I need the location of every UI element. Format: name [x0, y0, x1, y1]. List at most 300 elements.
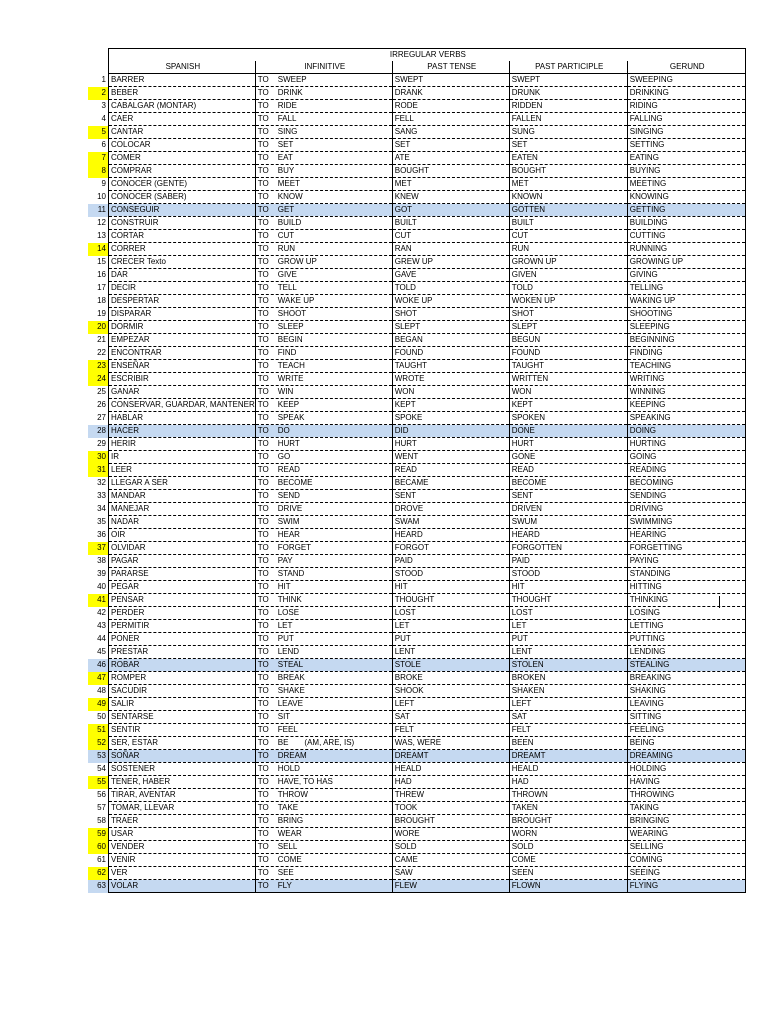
past-tense-cell: SLEPT [392, 321, 509, 334]
spanish-cell: MANEJAR [109, 503, 256, 516]
table-row [88, 789, 745, 802]
past-tense-cell: BOUGHT [392, 165, 509, 178]
title-row [88, 49, 745, 62]
row-number: 35 [97, 517, 106, 526]
infinitive-to: TO [257, 738, 269, 747]
infinitive-cell [255, 269, 392, 282]
row-number: 7 [88, 152, 109, 165]
table-row [88, 698, 745, 711]
infinitive-cell [255, 685, 392, 698]
row-number: 24 [88, 373, 109, 386]
row-number: 34 [97, 504, 106, 513]
past-tense-cell: SENT [392, 490, 509, 503]
infinitive-to: TO [257, 855, 269, 864]
past-tense-cell: SWEPT [392, 74, 509, 87]
table-row [88, 659, 745, 672]
table-row [88, 321, 745, 334]
gerund-cell: SWIMMING [627, 516, 745, 529]
infinitive-to: TO [257, 218, 269, 227]
row-number: 60 [88, 841, 109, 854]
spanish-cell: CAER [109, 113, 256, 126]
infinitive-verb: SLEEP [277, 322, 304, 331]
row-number: 27 [97, 413, 106, 422]
infinitive-to: TO [257, 153, 269, 162]
gerund-cell: GROWING UP [627, 256, 745, 269]
gerund-cell: DRIVING [627, 503, 745, 516]
infinitive-cell [255, 802, 392, 815]
past-tense-cell: DROVE [392, 503, 509, 516]
row-number: 46 [88, 659, 109, 672]
infinitive-cell [255, 87, 392, 100]
spanish-cell: SENTIR [109, 724, 256, 737]
past-tense-cell: RODE [392, 100, 509, 113]
past-tense-cell: SAW [392, 867, 509, 880]
infinitive-cell [255, 100, 392, 113]
past-tense-cell: HURT [392, 438, 509, 451]
table-row [88, 516, 745, 529]
infinitive-verb: DO [277, 426, 290, 435]
infinitive-verb: THINK [277, 595, 302, 604]
gerund-cell: BEING [627, 737, 745, 750]
past-participle-cell: STOOD [509, 568, 627, 581]
table-row [88, 880, 745, 893]
past-participle-cell: SHOT [509, 308, 627, 321]
infinitive-verb: GET [277, 205, 295, 214]
past-participle-cell: FLOWN [509, 880, 627, 893]
table-row [88, 737, 745, 750]
table-row [88, 282, 745, 295]
infinitive-cell [255, 464, 392, 477]
table-row [88, 685, 745, 698]
past-tense-cell: CUT [392, 230, 509, 243]
past-participle-cell: FELT [509, 724, 627, 737]
infinitive-verb: EAT [277, 153, 293, 162]
gerund-cell: THROWING [627, 789, 745, 802]
past-tense-cell: HEARD [392, 529, 509, 542]
infinitive-cell [255, 399, 392, 412]
row-number: 25 [97, 387, 106, 396]
row-number: 8 [88, 165, 109, 178]
row-number: 59 [88, 828, 109, 841]
spanish-cell: ROMPER [109, 672, 256, 685]
past-participle-cell: COME [509, 854, 627, 867]
past-participle-cell: DRIVEN [509, 503, 627, 516]
past-participle-cell: WORN [509, 828, 627, 841]
table-row [88, 204, 745, 217]
infinitive-cell [255, 412, 392, 425]
past-tense-cell: LET [392, 620, 509, 633]
infinitive-verb: WEAR [277, 829, 302, 838]
infinitive-to: TO [257, 595, 269, 604]
infinitive-verb: PUT [277, 634, 294, 643]
table-row [88, 386, 745, 399]
infinitive-to: TO [257, 270, 269, 279]
past-tense-cell: SAT [392, 711, 509, 724]
past-participle-cell: WON [509, 386, 627, 399]
table-row [88, 633, 745, 646]
past-tense-cell: TOLD [392, 282, 509, 295]
past-tense-cell: THREW [392, 789, 509, 802]
spanish-cell: CONOCER (GENTE) [109, 178, 256, 191]
table-row [88, 126, 745, 139]
spanish-cell: PEGAR [109, 581, 256, 594]
table-row [88, 230, 745, 243]
spanish-cell: COMPRAR [109, 165, 256, 178]
infinitive-cell [255, 516, 392, 529]
infinitive-cell [255, 529, 392, 542]
row-number: 5 [88, 126, 109, 139]
spanish-cell: CORTAR [109, 230, 256, 243]
past-participle-cell: SPOKEN [509, 412, 627, 425]
table-row [88, 776, 745, 789]
spanish-cell: HERIR [109, 438, 256, 451]
infinitive-verb: RUN [277, 244, 296, 253]
infinitive-cell [255, 139, 392, 152]
past-participle-cell: FORGOTTEN [509, 542, 627, 555]
infinitive-to: TO [257, 231, 269, 240]
past-tense-cell: DID [392, 425, 509, 438]
past-participle-cell: SET [509, 139, 627, 152]
infinitive-verb: LEAVE [277, 699, 303, 708]
gerund-cell: FEELING [627, 724, 745, 737]
infinitive-to: TO [257, 309, 269, 318]
gerund-cell: HOLDING [627, 763, 745, 776]
spanish-cell: DISPARAR [109, 308, 256, 321]
infinitive-to: TO [257, 790, 269, 799]
gerund-cell: READING [627, 464, 745, 477]
infinitive-to: TO [257, 829, 269, 838]
past-tense-cell: FLEW [392, 880, 509, 893]
past-tense-cell: BROKE [392, 672, 509, 685]
table-row [88, 672, 745, 685]
row-number: 10 [97, 192, 106, 201]
infinitive-to: TO [257, 803, 269, 812]
infinitive-verb: THROW [277, 790, 308, 799]
table-row [88, 607, 745, 620]
past-participle-cell: TOLD [509, 282, 627, 295]
infinitive-verb: SET [277, 140, 294, 149]
past-tense-cell: FELL [392, 113, 509, 126]
infinitive-cell [255, 711, 392, 724]
past-tense-cell: SPOKE [392, 412, 509, 425]
infinitive-verb: HOLD [277, 764, 300, 773]
spanish-cell: BARRER [109, 74, 256, 87]
gerund-cell: BECOMING [627, 477, 745, 490]
row-number: 45 [97, 647, 106, 656]
row-number: 11 [88, 204, 109, 217]
infinitive-to: TO [257, 673, 269, 682]
past-participle-cell: BROKEN [509, 672, 627, 685]
infinitive-verb: SHAKE [277, 686, 305, 695]
infinitive-cell [255, 178, 392, 191]
past-tense-cell: MET [392, 178, 509, 191]
past-participle-cell: SUNG [509, 126, 627, 139]
past-tense-cell: PAID [392, 555, 509, 568]
spanish-cell: DECIR [109, 282, 256, 295]
past-participle-cell: DREAMT [509, 750, 627, 763]
infinitive-verb: SING [277, 127, 298, 136]
past-tense-cell: GAVE [392, 269, 509, 282]
past-participle-cell: HEALD [509, 763, 627, 776]
infinitive-cell [255, 152, 392, 165]
infinitive-to: TO [257, 296, 269, 305]
infinitive-verb: STEAL [277, 660, 304, 669]
infinitive-verb: KEEP [277, 400, 300, 409]
infinitive-verb: READ [277, 465, 300, 474]
infinitive-verb: TEACH [277, 361, 305, 370]
table-row [88, 711, 745, 724]
spanish-cell: CORRER [109, 243, 256, 256]
table-row [88, 243, 745, 256]
spanish-cell: VENDER [109, 841, 256, 854]
past-participle-cell: GIVEN [509, 269, 627, 282]
infinitive-verb: WIN [277, 387, 294, 396]
spanish-cell: CONSEGUIR [109, 204, 256, 217]
table-row [88, 139, 745, 152]
infinitive-to: TO [257, 465, 269, 474]
spanish-cell: OIR [109, 529, 256, 542]
table-row [88, 555, 745, 568]
table-row [88, 750, 745, 763]
row-number: 38 [97, 556, 106, 565]
gerund-cell: PAYING [627, 555, 745, 568]
past-tense-cell: KEPT [392, 399, 509, 412]
infinitive-cell [255, 789, 392, 802]
infinitive-to: TO [257, 101, 269, 110]
infinitive-to: TO [257, 88, 269, 97]
row-number: 31 [88, 464, 109, 477]
past-participle-cell: KEPT [509, 399, 627, 412]
past-participle-cell: SWUM [509, 516, 627, 529]
table-row [88, 295, 745, 308]
past-participle-cell: SAT [509, 711, 627, 724]
past-tense-cell: HIT [392, 581, 509, 594]
gerund-cell: BUILDING [627, 217, 745, 230]
past-tense-cell: LENT [392, 646, 509, 659]
infinitive-cell [255, 841, 392, 854]
past-tense-cell: SOLD [392, 841, 509, 854]
gerund-cell: PUTTING [627, 633, 745, 646]
infinitive-verb: DRIVE [277, 504, 303, 513]
past-tense-cell: FELT [392, 724, 509, 737]
spanish-cell: CONSTRUIR [109, 217, 256, 230]
spanish-cell: HABLAR [109, 412, 256, 425]
spanish-cell: CRECER Texto [109, 256, 256, 269]
spanish-cell: SOSTENER [109, 763, 256, 776]
row-number: 17 [97, 283, 106, 292]
spanish-cell: SENTARSE [109, 711, 256, 724]
past-participle-cell: MET [509, 178, 627, 191]
gerund-cell: TAKING [627, 802, 745, 815]
infinitive-cell [255, 191, 392, 204]
spanish-cell: COLOCAR [109, 139, 256, 152]
infinitive-to: TO [257, 478, 269, 487]
past-participle-cell: PAID [509, 555, 627, 568]
gerund-cell: SINGING [627, 126, 745, 139]
gerund-cell: DOING [627, 425, 745, 438]
row-number: 15 [97, 257, 106, 266]
header-spanish: SPANISH [109, 61, 256, 74]
past-tense-cell: FOUND [392, 347, 509, 360]
infinitive-to: TO [257, 374, 269, 383]
past-tense-cell: SHOT [392, 308, 509, 321]
infinitive-verb: LOSE [277, 608, 300, 617]
past-participle-cell: KNOWN [509, 191, 627, 204]
infinitive-cell [255, 555, 392, 568]
gerund-cell: WINNING [627, 386, 745, 399]
past-participle-cell: LET [509, 620, 627, 633]
spanish-cell: EMPEZAR [109, 334, 256, 347]
infinitive-verb: MEET [277, 179, 300, 188]
row-number: 2 [88, 87, 109, 100]
spanish-cell: LLEGAR A SER [109, 477, 256, 490]
infinitive-to: TO [257, 725, 269, 734]
spanish-cell: PONER [109, 633, 256, 646]
past-tense-cell: STOOD [392, 568, 509, 581]
past-participle-cell: SEEN [509, 867, 627, 880]
past-participle-cell: BEGUN [509, 334, 627, 347]
infinitive-verb: SIT [277, 712, 291, 721]
infinitive-cell [255, 867, 392, 880]
infinitive-to: TO [257, 322, 269, 331]
row-number: 26 [97, 400, 106, 409]
spanish-cell: TOMAR, LLEVAR [109, 802, 256, 815]
past-tense-cell: BUILT [392, 217, 509, 230]
spanish-cell: IR [109, 451, 256, 464]
spanish-cell: SALIR [109, 698, 256, 711]
row-number: 18 [97, 296, 106, 305]
gerund-cell: HEARING [627, 529, 745, 542]
table-row [88, 841, 745, 854]
past-participle-cell: LOST [509, 607, 627, 620]
table-row [88, 347, 745, 360]
past-participle-cell: DRUNK [509, 87, 627, 100]
infinitive-cell [255, 815, 392, 828]
gerund-cell: HURTING [627, 438, 745, 451]
row-number: 56 [97, 790, 106, 799]
row-number: 29 [97, 439, 106, 448]
infinitive-to: TO [257, 452, 269, 461]
past-participle-cell: PUT [509, 633, 627, 646]
gerund-cell: STANDING [627, 568, 745, 581]
infinitive-cell [255, 347, 392, 360]
gerund-cell: SITTING [627, 711, 745, 724]
infinitive-to: TO [257, 556, 269, 565]
past-participle-cell: RIDDEN [509, 100, 627, 113]
past-participle-cell: GROWN UP [509, 256, 627, 269]
table-row [88, 828, 745, 841]
spanish-cell: SER, ESTAR [109, 737, 256, 750]
past-tense-cell: WON [392, 386, 509, 399]
infinitive-to: TO [257, 439, 269, 448]
past-tense-cell: BECAME [392, 477, 509, 490]
row-number: 39 [97, 569, 106, 578]
infinitive-to: TO [257, 842, 269, 851]
spanish-cell: CONSERVAR, GUARDAR, MANTENER [109, 399, 256, 412]
spanish-cell: SOÑAR [109, 750, 256, 763]
spanish-cell: NADAR [109, 516, 256, 529]
gerund-cell: FINDING [627, 347, 745, 360]
table-row [88, 464, 745, 477]
infinitive-cell [255, 568, 392, 581]
infinitive-to: TO [257, 504, 269, 513]
infinitive-to: TO [257, 179, 269, 188]
table-row [88, 542, 745, 555]
row-number: 48 [97, 686, 106, 695]
table-row [88, 256, 745, 269]
past-tense-cell: TOOK [392, 802, 509, 815]
infinitive-verb: PAY [277, 556, 293, 565]
table-row [88, 74, 745, 87]
spanish-cell: TIRAR, AVENTAR [109, 789, 256, 802]
past-participle-cell: WOKEN UP [509, 295, 627, 308]
past-participle-cell: LENT [509, 646, 627, 659]
infinitive-verb: TAKE [277, 803, 299, 812]
past-tense-cell: CAME [392, 854, 509, 867]
table-row [88, 191, 745, 204]
past-tense-cell: GOT [392, 204, 509, 217]
infinitive-cell [255, 659, 392, 672]
spanish-cell: TRAER [109, 815, 256, 828]
infinitive-to: TO [257, 764, 269, 773]
infinitive-verb: GIVE [277, 270, 297, 279]
table-row [88, 308, 745, 321]
infinitive-cell [255, 451, 392, 464]
past-tense-cell: WOKE UP [392, 295, 509, 308]
spanish-cell: PENSAR [109, 594, 256, 607]
infinitive-verb: BEGIN [277, 335, 303, 344]
gerund-cell: STEALING [627, 659, 745, 672]
past-participle-cell: STOLEN [509, 659, 627, 672]
spanish-cell: TENER, HABER [109, 776, 256, 789]
infinitive-cell [255, 854, 392, 867]
spanish-cell: ROBAR [109, 659, 256, 672]
spanish-cell: DAR [109, 269, 256, 282]
past-tense-cell: BEGAN [392, 334, 509, 347]
table-row [88, 854, 745, 867]
table-row [88, 646, 745, 659]
infinitive-to: TO [257, 114, 269, 123]
infinitive-to: TO [257, 816, 269, 825]
spanish-cell: SACUDIR [109, 685, 256, 698]
spanish-cell: USAR [109, 828, 256, 841]
infinitive-to: TO [257, 881, 269, 890]
row-number: 44 [97, 634, 106, 643]
gerund-cell: FALLING [627, 113, 745, 126]
infinitive-cell [255, 698, 392, 711]
row-number: 47 [88, 672, 109, 685]
row-number: 41 [88, 594, 109, 607]
infinitive-to: TO [257, 608, 269, 617]
table-row [88, 165, 745, 178]
infinitive-cell [255, 217, 392, 230]
gerund-cell: TEACHING [627, 360, 745, 373]
table-row [88, 503, 745, 516]
infinitive-verb: RIDE [277, 101, 297, 110]
row-number: 53 [88, 750, 109, 763]
header-infinitive: INFINITIVE [255, 61, 392, 74]
row-number: 6 [101, 140, 106, 149]
table-row [88, 594, 745, 607]
gerund-cell: SLEEPING [627, 321, 745, 334]
past-tense-cell: WAS, WERE [392, 737, 509, 750]
gerund-cell: SHAKING [627, 685, 745, 698]
past-tense-cell: WENT [392, 451, 509, 464]
infinitive-cell [255, 386, 392, 399]
row-number: 51 [88, 724, 109, 737]
infinitive-verb: BUY [277, 166, 295, 175]
past-tense-cell: SET [392, 139, 509, 152]
